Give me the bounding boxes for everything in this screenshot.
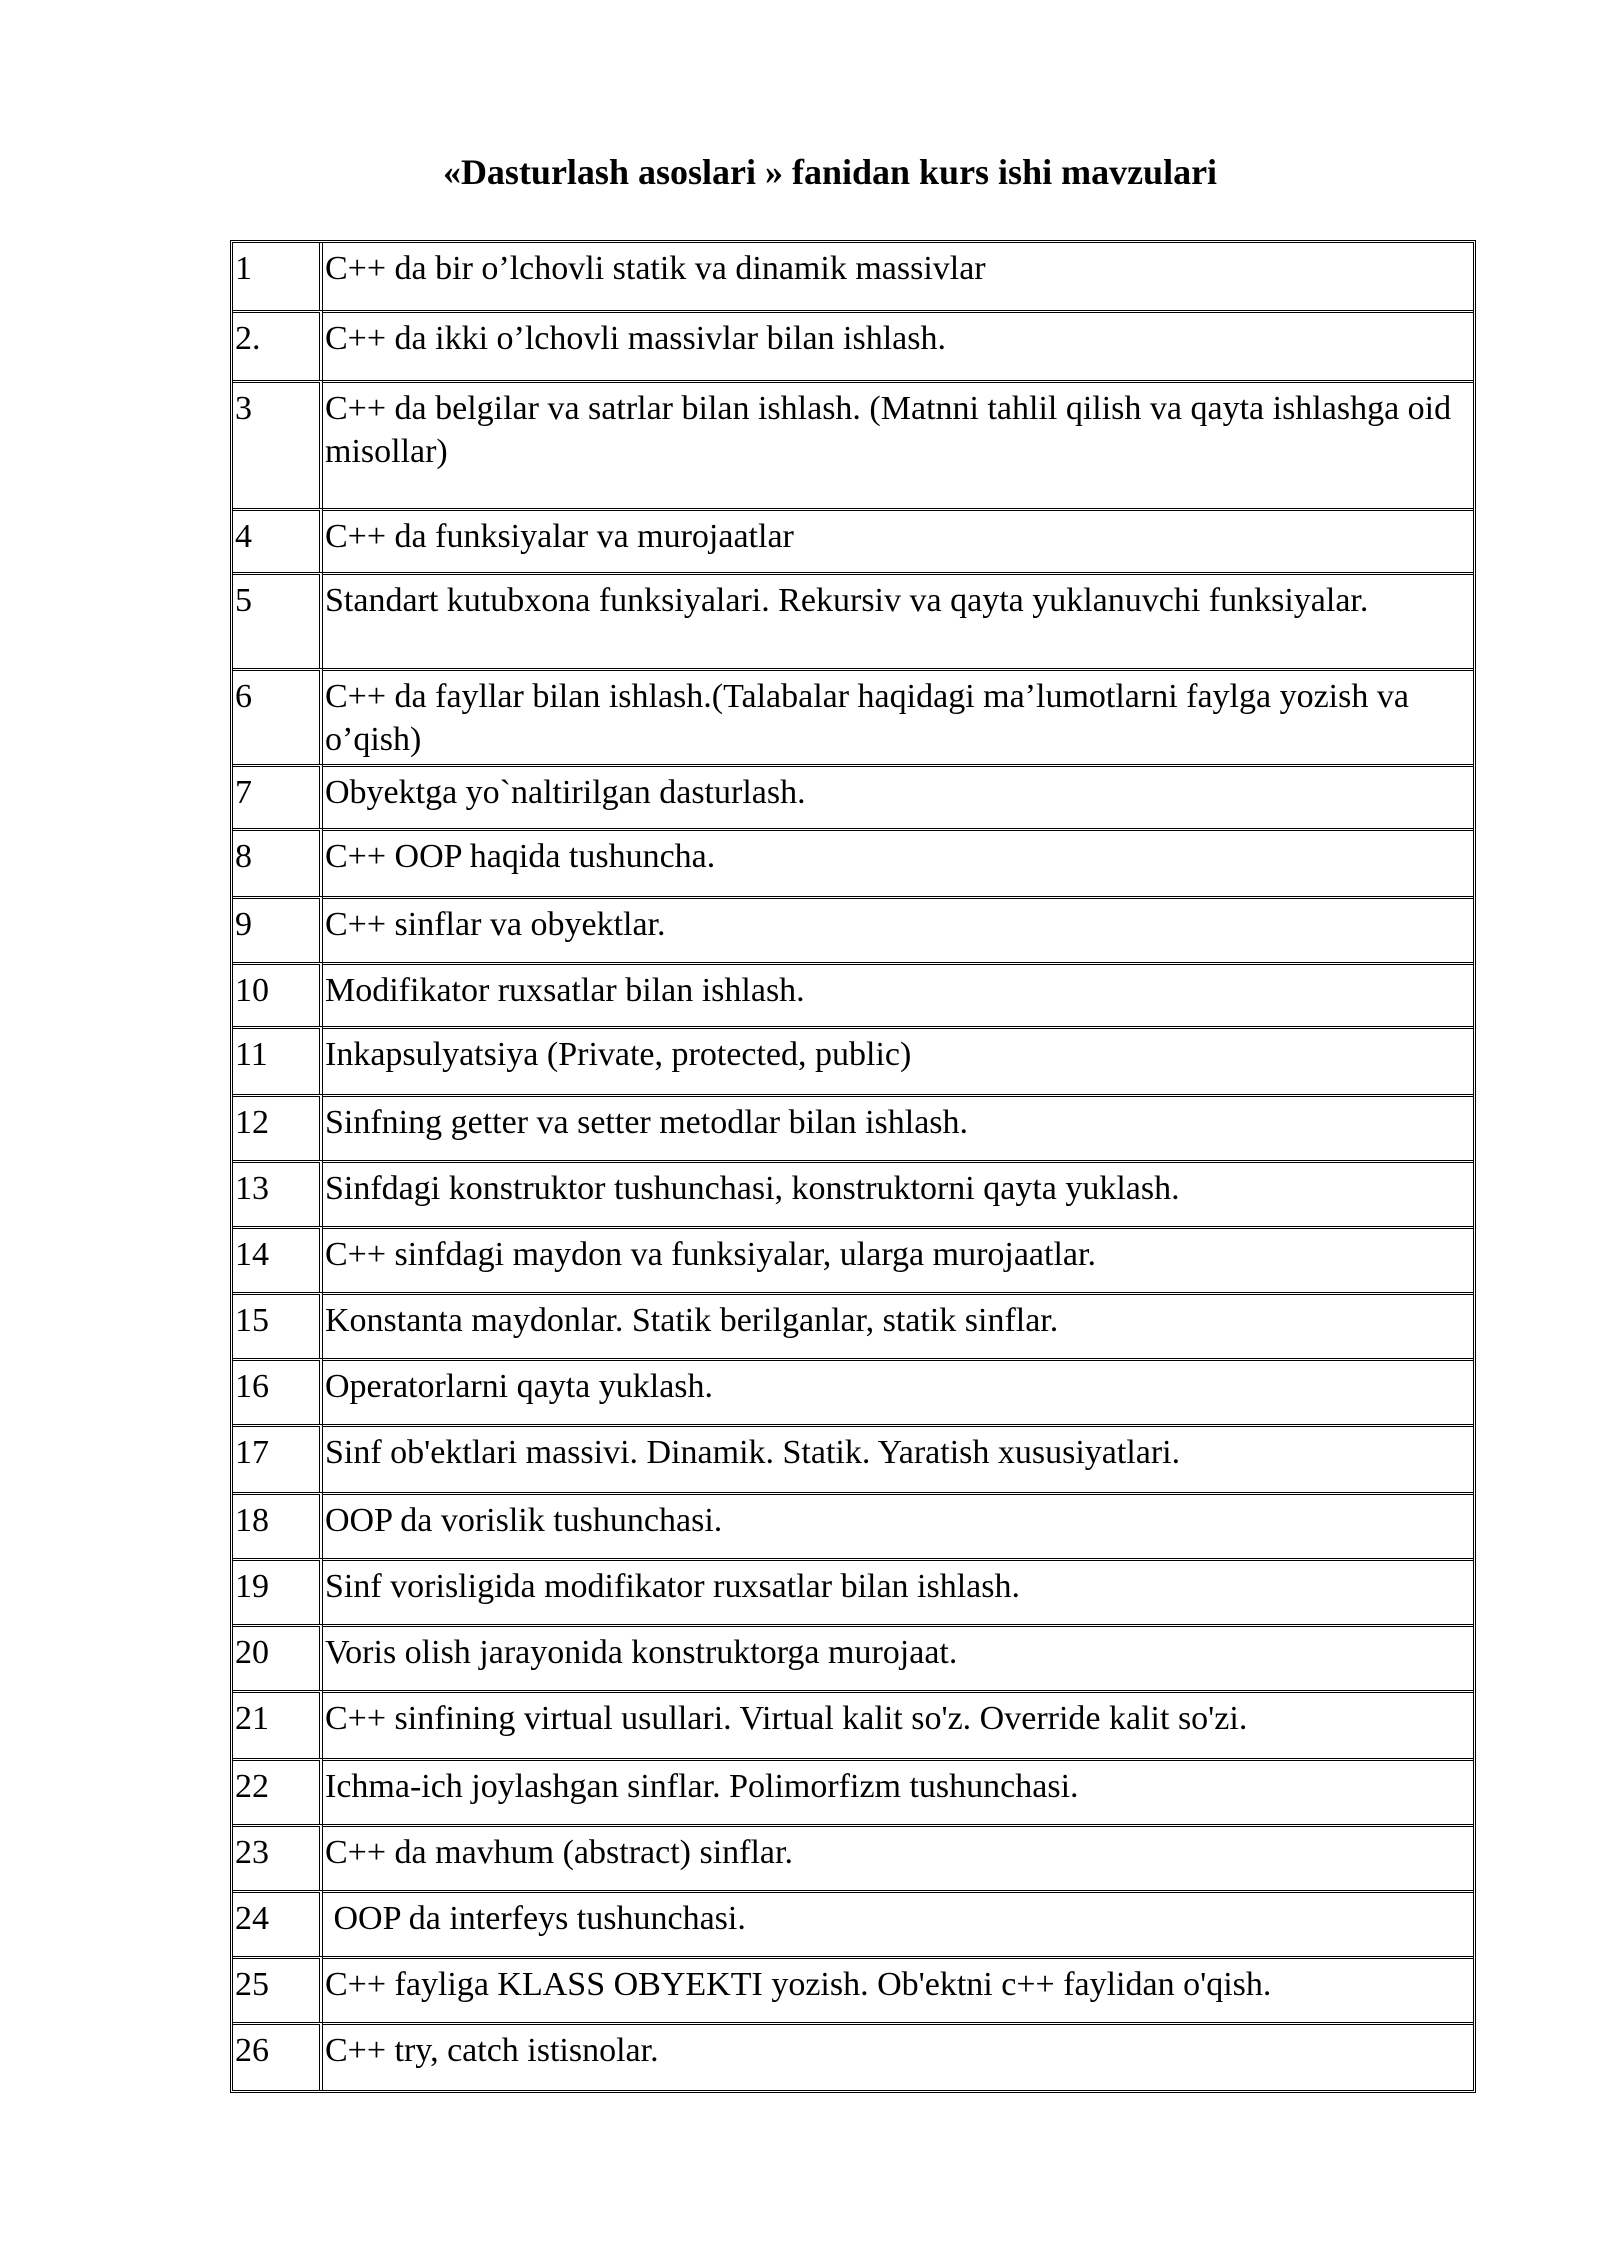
topic-text: Sinf vorisligida modifikator ruxsatlar bilan ishlash.: [323, 1558, 1473, 1624]
table-row: [233, 1094, 1473, 1160]
topic-text: Inkapsulyatsiya (Private, protected, public): [323, 1026, 1473, 1094]
topic-text: C++ da mavhum (abstract) sinflar.: [323, 1824, 1473, 1890]
topic-number: 24: [233, 1890, 323, 1956]
topic-text: C++ da belgilar va satrlar bilan ishlash. (Matnni tahlil qilish va qayta ishlashga oid misollar): [323, 380, 1473, 508]
topics-table: [230, 240, 1476, 2093]
table-row: [233, 1890, 1473, 1956]
table-row: [233, 1758, 1473, 1824]
table-row: [233, 1358, 1473, 1424]
topic-number: 11: [233, 1026, 323, 1094]
topic-text: OOP da interfeys tushunchasi.: [323, 1890, 1473, 1956]
topic-number: 8: [233, 828, 323, 896]
topic-text: C++ sinflar va obyektlar.: [323, 896, 1473, 962]
table-row: [233, 243, 1473, 310]
topic-number: 5: [233, 572, 323, 668]
topic-text: Operatorlarni qayta yuklash.: [323, 1358, 1473, 1424]
topic-number: 20: [233, 1624, 323, 1690]
topic-text: Ichma-ich joylashgan sinflar. Polimorfizm tushunchasi.: [323, 1758, 1473, 1824]
table-row: [233, 962, 1473, 1026]
table-row: [233, 1026, 1473, 1094]
topic-number: 26: [233, 2022, 323, 2090]
topic-text: Sinfdagi konstruktor tushunchasi, konstruktorni qayta yuklash.: [323, 1160, 1473, 1226]
table-row: [233, 764, 1473, 828]
table-row: [233, 508, 1473, 572]
topic-number: 17: [233, 1424, 323, 1492]
table-row: [233, 2022, 1473, 2090]
topic-number: 10: [233, 962, 323, 1026]
topic-text: Modifikator ruxsatlar bilan ishlash.: [323, 962, 1473, 1026]
topic-text: C++ fayliga KLASS OBYEKTI yozish. Ob'ektni c++ faylidan o'qish.: [323, 1956, 1473, 2022]
table-row: [233, 1690, 1473, 1758]
topic-number: 21: [233, 1690, 323, 1758]
table-row: [233, 1492, 1473, 1558]
topic-text: C++ da fayllar bilan ishlash.(Talabalar haqidagi ma’lumotlarni faylga yozish va o’qish): [323, 668, 1473, 764]
topic-number: 2.: [233, 310, 323, 380]
topic-text: Konstanta maydonlar. Statik berilganlar, statik sinflar.: [323, 1292, 1473, 1358]
topic-text: Obyektga yo`naltirilgan dasturlash.: [323, 764, 1473, 828]
topic-text: C++ sinfdagi maydon va funksiyalar, ularga murojaatlar.: [323, 1226, 1473, 1292]
table-row: [233, 1160, 1473, 1226]
topic-text: Sinf ob'ektlari massivi. Dinamik. Statik. Yaratish xususiyatlari.: [323, 1424, 1473, 1492]
table-row: [233, 828, 1473, 896]
topic-number: 22: [233, 1758, 323, 1824]
topic-text: Sinfning getter va setter metodlar bilan ishlash.: [323, 1094, 1473, 1160]
document-title: «Dasturlash asoslari » fanidan kurs ishi mavzulari: [442, 152, 1218, 192]
topic-number: 1: [233, 243, 323, 310]
table-row: [233, 380, 1473, 508]
table-row: [233, 1624, 1473, 1690]
topic-number: 23: [233, 1824, 323, 1890]
topic-number: 7: [233, 764, 323, 828]
topic-text: Voris olish jarayonida konstruktorga murojaat.: [323, 1624, 1473, 1690]
topic-text: C++ sinfining virtual usullari. Virtual kalit so'z. Override kalit so'zi.: [323, 1690, 1473, 1758]
topic-number: 25: [233, 1956, 323, 2022]
topic-number: 4: [233, 508, 323, 572]
table-row: [233, 1292, 1473, 1358]
topic-number: 13: [233, 1160, 323, 1226]
table-row: [233, 1424, 1473, 1492]
topic-text: C++ try, catch istisnolar.: [323, 2022, 1473, 2090]
topic-number: 3: [233, 380, 323, 508]
table-row: [233, 668, 1473, 764]
topic-text: C++ da bir o’lchovli statik va dinamik massivlar: [325, 250, 986, 287]
topic-number: 14: [233, 1226, 323, 1292]
topic-text: Standart kutubxona funksiyalari. Rekursiv va qayta yuklanuvchi funksiyalar.: [323, 572, 1473, 668]
table-row: [233, 310, 1473, 380]
topic-text: OOP da vorislik tushunchasi.: [323, 1492, 1473, 1558]
topic-number: 6: [233, 668, 323, 764]
table-row: [233, 1226, 1473, 1292]
topic-number: 15: [233, 1292, 323, 1358]
topic-number: 16: [233, 1358, 323, 1424]
topic-number: 12: [233, 1094, 323, 1160]
table-row: [233, 1956, 1473, 2022]
table-row: [233, 1558, 1473, 1624]
table-row: [233, 572, 1473, 668]
topic-text: C++ da ikki o’lchovli massivlar bilan ishlash.: [323, 310, 1473, 380]
table-row: [233, 896, 1473, 962]
topic-text: C++ da funksiyalar va murojaatlar: [323, 508, 1473, 572]
topic-text: C++ OOP haqida tushuncha.: [323, 828, 1473, 896]
topic-number: 19: [233, 1558, 323, 1624]
topic-number: 18: [233, 1492, 323, 1558]
table-row: [233, 1824, 1473, 1890]
topic-number: 9: [233, 896, 323, 962]
